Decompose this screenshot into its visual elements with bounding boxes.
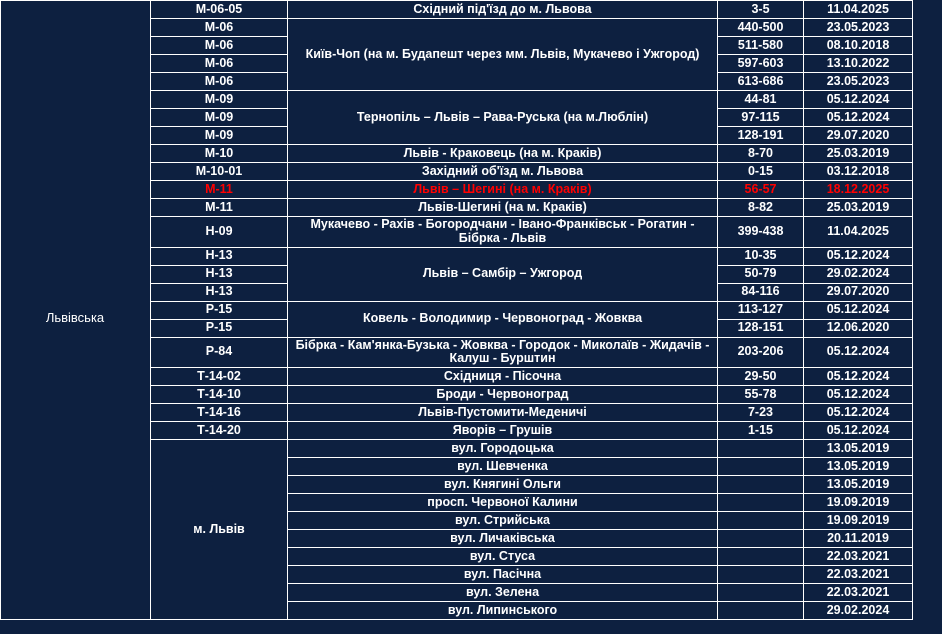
cell-street-name: вул. Княгині Ольги xyxy=(288,476,718,494)
cell-km: 203-206 xyxy=(718,337,804,368)
cell-date: 03.12.2018 xyxy=(804,163,913,181)
cell-km: 50-79 xyxy=(718,265,804,283)
cell-road-name: Бібрка - Кам'янка-Бузька - Жовква - Городок - Миколаїв - Жидачів - Калуш - Бурштин xyxy=(288,337,718,368)
cell-date: 13.05.2019 xyxy=(804,440,913,458)
cell-road-name: Львів – Шегині (на м. Краків) xyxy=(288,181,718,199)
cell-date: 19.09.2019 xyxy=(804,512,913,530)
cell-road-name: Київ-Чоп (на м. Будапешт через мм. Львів, Мукачево і Ужгород) xyxy=(288,19,718,91)
cell-date: 05.12.2024 xyxy=(804,109,913,127)
cell-km: 10-35 xyxy=(718,247,804,265)
cell-road-name: Львів - Краковець (на м. Краків) xyxy=(288,145,718,163)
cell-street-name: вул. Шевченка xyxy=(288,458,718,476)
cell-date: 13.05.2019 xyxy=(804,458,913,476)
cell-km: 128-151 xyxy=(718,319,804,337)
cell-km xyxy=(718,548,804,566)
cell-km xyxy=(718,440,804,458)
cell-km xyxy=(718,476,804,494)
cell-road-name: Ковель - Володимир - Червоноград - Жовква xyxy=(288,301,718,337)
cell-road: Н-09 xyxy=(151,217,288,248)
cell-road-name: Тернопіль – Львів – Рава-Руська (на м.Люблін) xyxy=(288,91,718,145)
cell-street-name: вул. Стрийська xyxy=(288,512,718,530)
cell-km: 128-191 xyxy=(718,127,804,145)
cell-date: 05.12.2024 xyxy=(804,301,913,319)
cell-road: Т-14-16 xyxy=(151,404,288,422)
cell-road: М-09 xyxy=(151,91,288,109)
cell-km: 56-57 xyxy=(718,181,804,199)
cell-road: М-06 xyxy=(151,55,288,73)
cell-road: М-09 xyxy=(151,127,288,145)
cell-road: Р-84 xyxy=(151,337,288,368)
cell-date: 29.02.2024 xyxy=(804,602,913,620)
cell-road: М-10-01 xyxy=(151,163,288,181)
cell-road: Т-14-10 xyxy=(151,386,288,404)
cell-road-name: Східний під'їзд до м. Львова xyxy=(288,1,718,19)
cell-road: Р-15 xyxy=(151,319,288,337)
cell-date: 05.12.2024 xyxy=(804,91,913,109)
cell-road: Н-13 xyxy=(151,283,288,301)
cell-km xyxy=(718,530,804,548)
cell-date: 13.10.2022 xyxy=(804,55,913,73)
cell-date: 05.12.2024 xyxy=(804,368,913,386)
cell-street-name: просп. Червоної Калини xyxy=(288,494,718,512)
cell-km: 8-70 xyxy=(718,145,804,163)
cell-road: М-09 xyxy=(151,109,288,127)
cell-road: М-06 xyxy=(151,19,288,37)
cell-date: 05.12.2024 xyxy=(804,247,913,265)
cell-km: 113-127 xyxy=(718,301,804,319)
cell-road: Н-13 xyxy=(151,247,288,265)
cell-road-name: Львів-Пустомити-Меденичі xyxy=(288,404,718,422)
cell-date: 05.12.2024 xyxy=(804,422,913,440)
cell-street-name: вул. Городоцька xyxy=(288,440,718,458)
cell-km: 440-500 xyxy=(718,19,804,37)
cell-km xyxy=(718,602,804,620)
cell-date: 25.03.2019 xyxy=(804,145,913,163)
cell-road: Т-14-02 xyxy=(151,368,288,386)
cell-road: Р-15 xyxy=(151,301,288,319)
cell-km: 1-15 xyxy=(718,422,804,440)
cell-date: 22.03.2021 xyxy=(804,566,913,584)
cell-road: М-11 xyxy=(151,199,288,217)
region-label: Львівська xyxy=(45,309,105,325)
cell-km: 84-116 xyxy=(718,283,804,301)
cell-road: М-06 xyxy=(151,37,288,55)
cell-date: 29.02.2024 xyxy=(804,265,913,283)
cell-date: 22.03.2021 xyxy=(804,584,913,602)
cell-road: Н-13 xyxy=(151,265,288,283)
cell-km: 0-15 xyxy=(718,163,804,181)
cell-road-name: Мукачево - Рахів - Богородчани - Івано-Франківськ - Рогатин - Бібрка - Львів xyxy=(288,217,718,248)
cell-street-name: вул. Личаківська xyxy=(288,530,718,548)
cell-street-name: вул. Липинського xyxy=(288,602,718,620)
cell-road-name: Львів-Шегині (на м. Краків) xyxy=(288,199,718,217)
cell-date: 13.05.2019 xyxy=(804,476,913,494)
cell-road-name: Броди - Червоноград xyxy=(288,386,718,404)
cell-date: 05.12.2024 xyxy=(804,404,913,422)
cell-road: М-11 xyxy=(151,181,288,199)
cell-date: 08.10.2018 xyxy=(804,37,913,55)
cell-date: 20.11.2019 xyxy=(804,530,913,548)
cell-date: 05.12.2024 xyxy=(804,337,913,368)
cell-date: 12.06.2020 xyxy=(804,319,913,337)
cell-km xyxy=(718,512,804,530)
cell-street-name: вул. Зелена xyxy=(288,584,718,602)
cell-date: 11.04.2025 xyxy=(804,217,913,248)
cell-km xyxy=(718,584,804,602)
cell-km: 511-580 xyxy=(718,37,804,55)
cell-km xyxy=(718,494,804,512)
cell-date: 25.03.2019 xyxy=(804,199,913,217)
cell-km xyxy=(718,458,804,476)
cell-date: 18.12.2025 xyxy=(804,181,913,199)
cell-km: 3-5 xyxy=(718,1,804,19)
cell-km: 29-50 xyxy=(718,368,804,386)
cell-road: М-06-05 xyxy=(151,1,288,19)
cell-date: 11.04.2025 xyxy=(804,1,913,19)
cell-street-name: вул. Стуса xyxy=(288,548,718,566)
cell-date: 23.05.2023 xyxy=(804,19,913,37)
cell-road: Т-14-20 xyxy=(151,422,288,440)
cell-km: 399-438 xyxy=(718,217,804,248)
cell-km: 7-23 xyxy=(718,404,804,422)
cell-road-name: Яворів – Грушів xyxy=(288,422,718,440)
cell-date: 05.12.2024 xyxy=(804,386,913,404)
cell-date: 22.03.2021 xyxy=(804,548,913,566)
cell-road-name: Західний об'їзд м. Львова xyxy=(288,163,718,181)
cell-date: 23.05.2023 xyxy=(804,73,913,91)
cell-city-group: м. Львів xyxy=(151,440,288,620)
cell-km: 597-603 xyxy=(718,55,804,73)
cell-date: 19.09.2019 xyxy=(804,494,913,512)
cell-km xyxy=(718,566,804,584)
cell-road-name: Східниця - Пісочна xyxy=(288,368,718,386)
cell-date: 29.07.2020 xyxy=(804,283,913,301)
cell-km: 613-686 xyxy=(718,73,804,91)
cell-street-name: вул. Пасічна xyxy=(288,566,718,584)
cell-road: М-10 xyxy=(151,145,288,163)
cell-date: 29.07.2020 xyxy=(804,127,913,145)
cell-road-name: Львів – Самбір – Ужгород xyxy=(288,247,718,301)
cell-km: 8-82 xyxy=(718,199,804,217)
cell-road: М-06 xyxy=(151,73,288,91)
cell-km: 55-78 xyxy=(718,386,804,404)
cell-km: 97-115 xyxy=(718,109,804,127)
cell-km: 44-81 xyxy=(718,91,804,109)
